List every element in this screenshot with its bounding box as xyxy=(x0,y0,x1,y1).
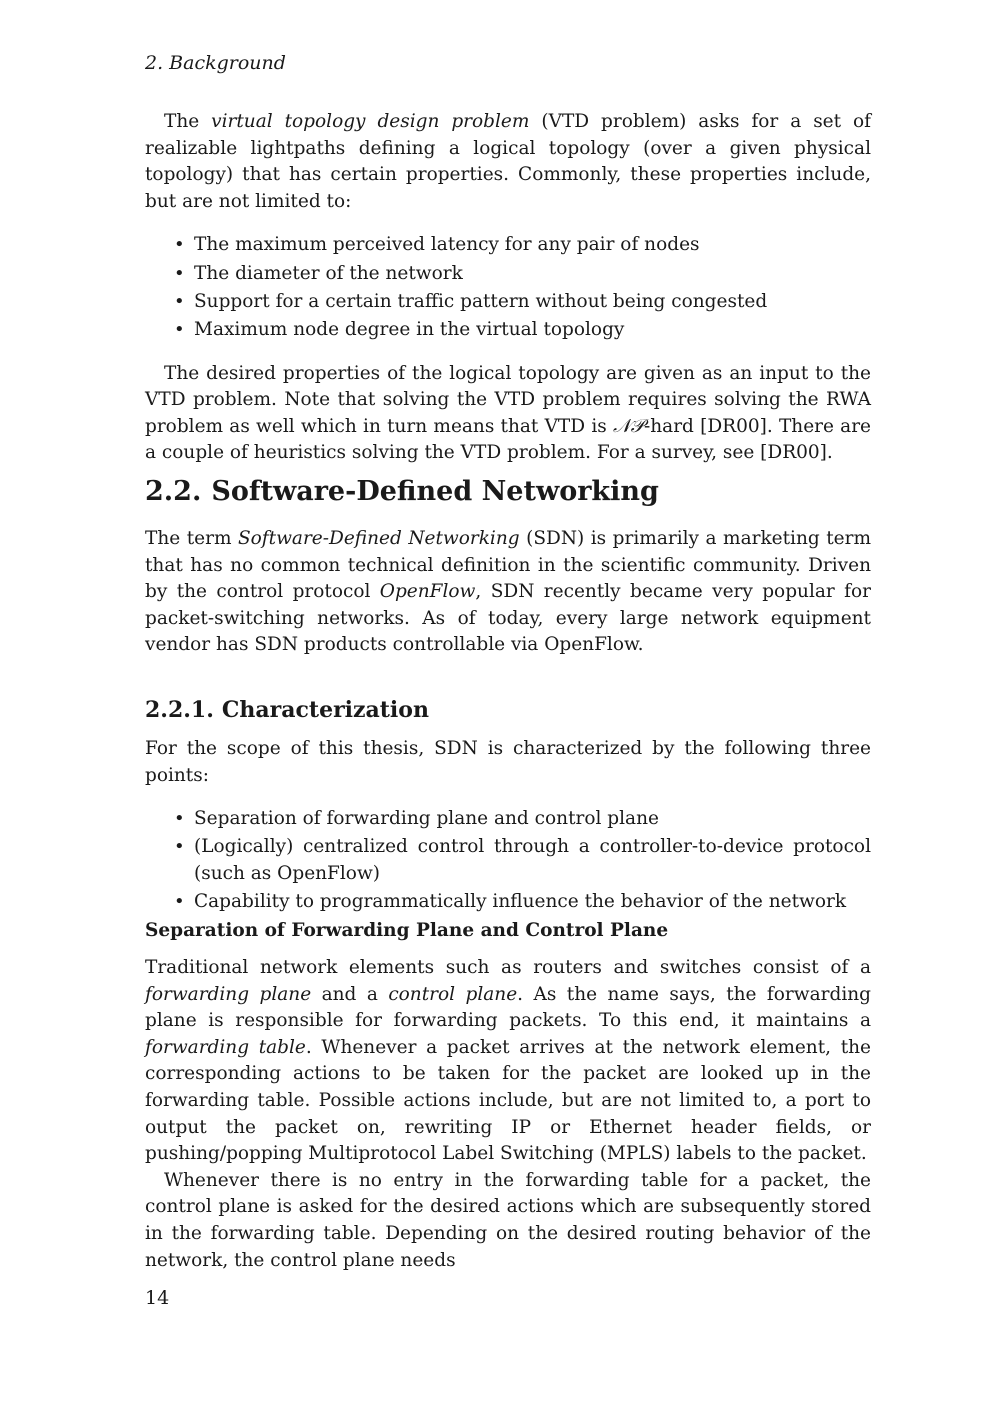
list-item-text: Support for a certain traffic pattern without being congested xyxy=(194,290,768,312)
list-item xyxy=(145,889,871,916)
list-item-text: Separation of forwarding plane and control plane xyxy=(194,808,659,830)
vtd-block xyxy=(145,109,871,467)
running-head: 2. Background xyxy=(145,52,286,74)
list-item-text: The maximum perceived latency for any pair of nodes xyxy=(194,234,700,256)
bullet-icon: • xyxy=(174,290,185,312)
list-item-text: The diameter of the network xyxy=(194,262,463,284)
list-item-text: Maximum node degree in the virtual topology xyxy=(194,318,625,340)
bullet-icon: • xyxy=(174,234,185,256)
section-title: Software-Defined Networking xyxy=(211,476,659,507)
section-number: 2.2. xyxy=(145,476,202,507)
page-number: 14 xyxy=(145,1287,170,1309)
vtd-paragraph-1 xyxy=(145,109,871,215)
emphasis-text: 𝒩𝒫 xyxy=(612,415,645,437)
sdn-intro-paragraph xyxy=(145,526,871,659)
list-item xyxy=(145,317,871,344)
separation-paragraph-2 xyxy=(145,1168,871,1274)
list-item xyxy=(145,834,871,887)
text-run: and a xyxy=(311,983,389,1005)
subsection-heading xyxy=(145,697,871,723)
bullet-icon: • xyxy=(174,262,185,284)
paragraph-heading: Separation of Forwarding Plane and Control Plane xyxy=(145,920,669,941)
emphasis-text: OpenFlow xyxy=(379,581,476,603)
emphasis-text: control plane xyxy=(388,983,518,1005)
subsection-2-2-1 xyxy=(145,697,871,916)
list-item-text: Capability to programmatically influence the behavior of the network xyxy=(194,891,847,913)
section-2-2 xyxy=(145,476,871,659)
emphasis-text: Software-Defined Networking xyxy=(238,528,520,549)
emphasis-text: virtual topology design problem xyxy=(211,111,530,132)
text-run: (VTD problem) asks for a set of realizable lightpaths defining a logical topology (over a given physical topology) that has certain properties. Commonly, these properties include, but are not limited to: xyxy=(145,111,871,212)
bullet-icon: • xyxy=(174,891,185,913)
text-run: , SDN recently became very popular for packet-switching networks. As of today, every large network equipment vendor has SDN products controllable via OpenFlow. xyxy=(145,581,871,656)
subsection-title: Characterization xyxy=(221,697,429,723)
text-run: (SDN) is primarily a marketing term that has no common technical definition in the scientific community. Driven by the control protocol xyxy=(145,528,871,603)
list-item xyxy=(145,806,871,833)
characterization-list xyxy=(145,806,871,916)
bullet-icon: • xyxy=(174,808,185,830)
section-heading xyxy=(145,476,871,507)
subsection-number: 2.2.1. xyxy=(145,697,214,723)
text-run: The term xyxy=(145,528,238,549)
separation-paragraph-1 xyxy=(145,955,871,1168)
list-item-text: (Logically) centralized control through a controller-to-device protocol (such as OpenFlow) xyxy=(194,836,871,884)
bullet-icon: • xyxy=(174,318,185,340)
vtd-property-list xyxy=(145,232,871,343)
characterization-intro: For the scope of this thesis, SDN is characterized by the following three points: xyxy=(145,738,871,786)
text-run: Whenever there is no entry in the forwarding table for a packet, the control plane is asked for the desired actions which are subsequently stored in the forwarding table. Depending on the desired routing behavior of the network, the control plane needs xyxy=(145,1169,871,1271)
list-item xyxy=(145,289,871,316)
text-run: -hard [DR00]. There are a couple of heuristics solving the VTD problem. For a survey, see [DR00]. xyxy=(145,415,871,464)
vtd-paragraph-2 xyxy=(145,361,871,467)
text-run: . As the name says, the forwarding plane is responsible for forwarding packets. To this end, it maintains a xyxy=(145,983,871,1032)
list-item xyxy=(145,232,871,259)
text-run: Traditional network elements such as routers and switches consist of a xyxy=(145,957,871,978)
text-run: The xyxy=(164,111,212,132)
separation-block xyxy=(145,920,871,1274)
text-run: The desired properties of the logical topology are given as an input to the VTD problem. Note that solving the VTD problem requires solving the RWA problem as well which in turn means that VTD is xyxy=(145,362,871,437)
list-item xyxy=(145,261,871,288)
text-run: . Whenever a packet arrives at the network element, the corresponding actions to be taken for the packet are looked up in the forwarding table. Possible actions include, but are not limited to, a port to output the packet on, rewriting IP or Ethernet header fields, or pushing/popping Multiprotocol Label Switching (MPLS) labels to the packet. xyxy=(145,1036,871,1165)
bullet-icon: • xyxy=(174,836,185,858)
emphasis-text: forwarding plane xyxy=(145,983,312,1005)
emphasis-text: forwarding table xyxy=(145,1036,306,1058)
